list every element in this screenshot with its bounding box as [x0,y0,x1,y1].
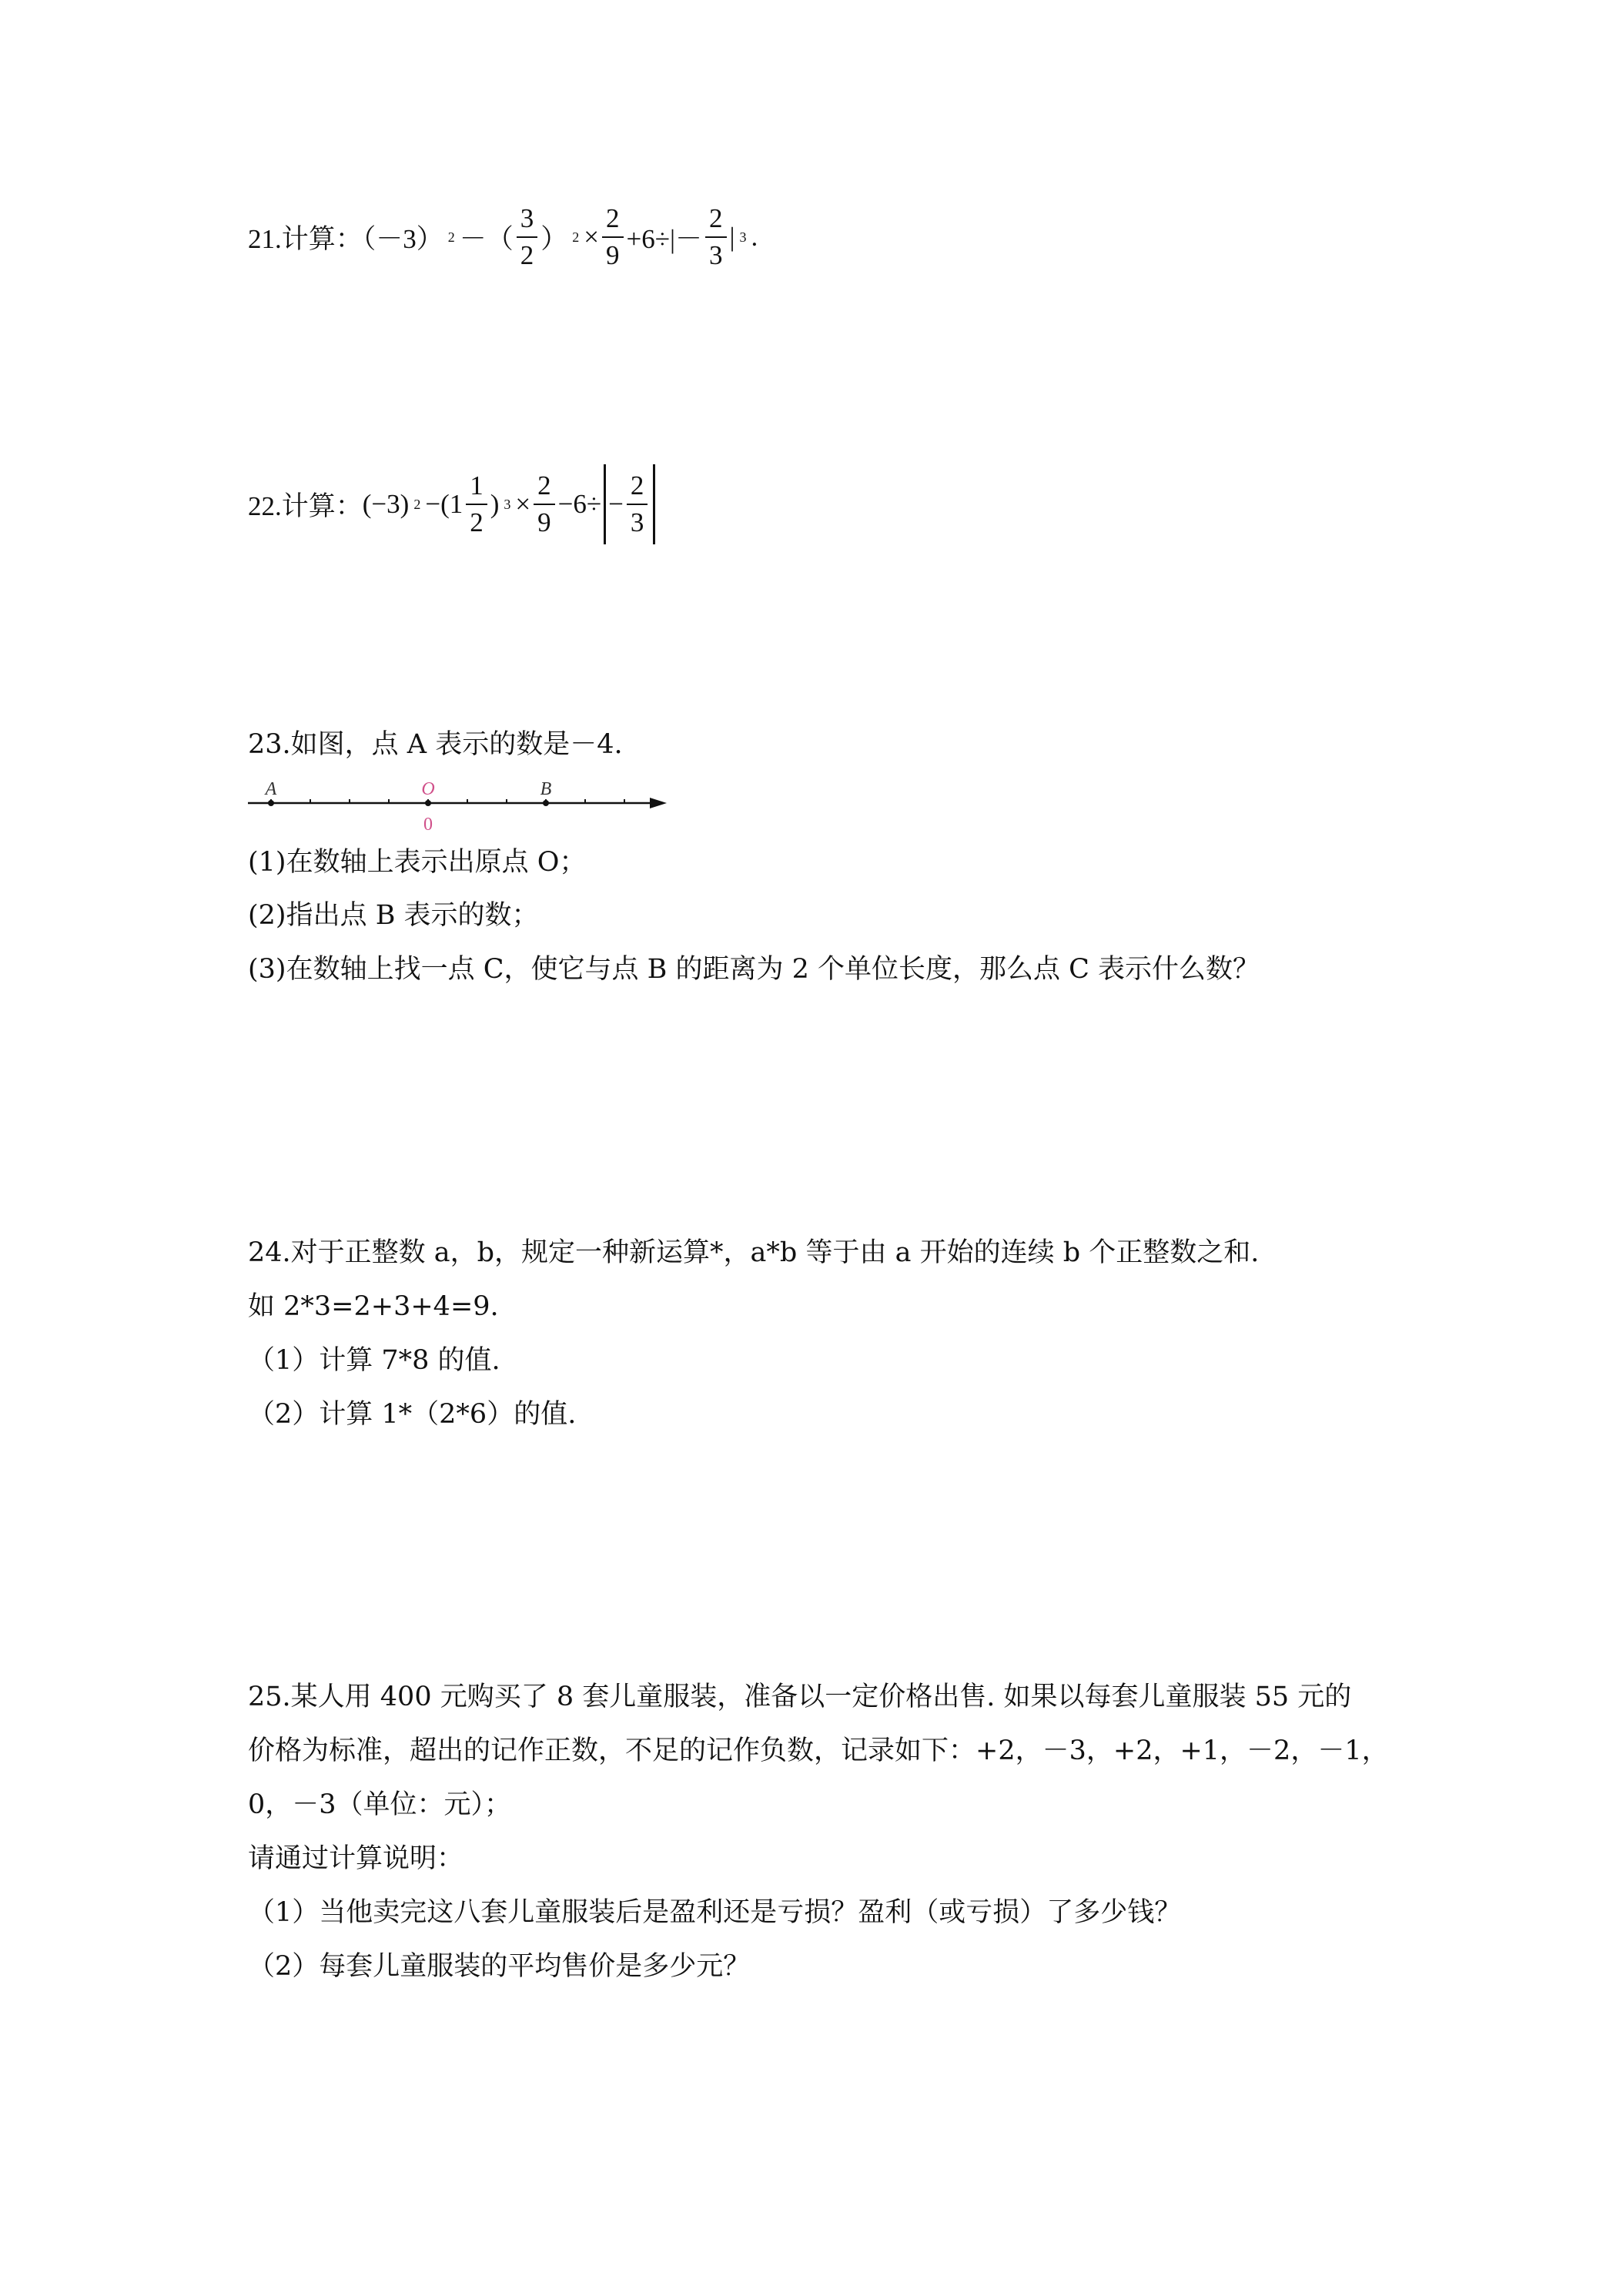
point-A-label: A [265,779,277,799]
q23-title: 23.如图，点 A 表示的数是－4. [248,729,623,760]
q21-expression [248,199,758,276]
q22-fraction-2-denominator: 3 [627,504,648,537]
q22-fraction-2 [627,471,648,537]
q22-exponent-a: 2 [413,496,421,512]
q21-fraction-1 [517,204,538,270]
point-O-label: O [421,779,435,799]
q21-abs-close: | [729,222,735,252]
origin-zero-label: 0 [423,815,433,835]
point-A-dot [268,800,274,806]
q21-period: . [751,222,758,252]
q21-fraction-3-numerator: 2 [709,203,723,233]
q21-fraction-2-numerator: 2 [606,203,620,233]
q22-fraction-2-numerator: 2 [630,470,644,500]
q22-abs-bar-left [604,464,606,544]
q22-fraction-1-numerator: 2 [537,470,551,500]
q22-term-1: (−3) [362,489,410,519]
q23-part-2: (2)指出点 B 表示的数； [248,900,539,931]
point-B-dot [543,800,549,806]
q22-mixed-fraction [466,471,487,537]
q21-exponent-a: 2 [447,229,455,245]
q22-exponent-b: 3 [504,496,511,512]
q24-line-1: 24.对于正整数 a，b，规定一种新运算*，a*b 等于由 a 开始的连续 b 个正整数之和. [248,1237,1260,1268]
q22-mixed-numerator: 1 [470,470,484,500]
q25-line-5: （1）当他卖完这八套儿童服装后是盈利还是亏损？盈利（或亏损）了多少钱？ [248,1897,1182,1928]
q25-line-6: （2）每套儿童服装的平均售价是多少元？ [248,1951,751,1982]
q24-line-3: （1）计算 7*8 的值. [248,1345,500,1376]
q25-line-2: 价格为标准，超出的记作正数，不足的记作负数，记录如下：+2，－3，+2，+1，－2，－1， [248,1735,1389,1766]
q21-fraction-2-denominator: 9 [602,236,624,270]
point-B-label: B [540,779,552,799]
q23-part-1: (1)在数轴上表示出原点 O； [248,847,587,878]
q21-minus-paren: －（ [459,224,514,254]
q24-line-2: 如 2*3=2+3+4=9. [248,1291,499,1322]
number-line-arrow [650,798,667,808]
q21-close-paren: ） [540,224,568,254]
q21-fraction-1-numerator: 3 [520,203,534,233]
q24-line-4: （2）计算 1*（2*6）的值. [248,1399,577,1430]
q21-fraction-2 [602,204,624,270]
q21-plus-six-divide: +6÷|－ [626,224,703,254]
q22-fraction-1-denominator: 9 [534,504,555,537]
q22-abs-bar-right [653,464,655,544]
q21-times: × [584,222,600,252]
q21-fraction-1-denominator: 2 [517,236,538,270]
point-O-dot [425,800,431,806]
q22-minus-open: −(1 [425,489,463,519]
q22-expression [248,462,658,547]
q22-close-paren: ) [490,489,500,519]
q23-number-line [245,770,676,839]
q21-fraction-3 [705,204,727,270]
q23-part-3: (3)在数轴上找一点 C，使它与点 B 的距离为 2 个单位长度，那么点 C 表示什么数？ [248,954,1260,985]
q22-times: × [515,489,531,519]
q21-exponent-c: 3 [739,229,747,245]
q25-line-1: 25.某人用 400 元购买了 8 套儿童服装，准备以一定价格出售. 如果以每套儿童服装 55 元的 [248,1682,1352,1712]
q22-minus: − [608,489,624,519]
q21-fraction-3-denominator: 3 [705,236,727,270]
q25-line-4: 请通过计算说明： [248,1843,464,1874]
q22-minus-six-divide: −6÷ [557,489,602,519]
q25-line-3: 0，－3（单位：元）； [248,1789,512,1820]
q22-prefix: 22.计算： [248,491,363,521]
q21-exponent-b: 2 [572,229,580,245]
q22-mixed-denominator: 2 [466,504,487,537]
q21-prefix: 21.计算：（－3） [248,224,443,254]
q22-fraction-1 [534,471,555,537]
